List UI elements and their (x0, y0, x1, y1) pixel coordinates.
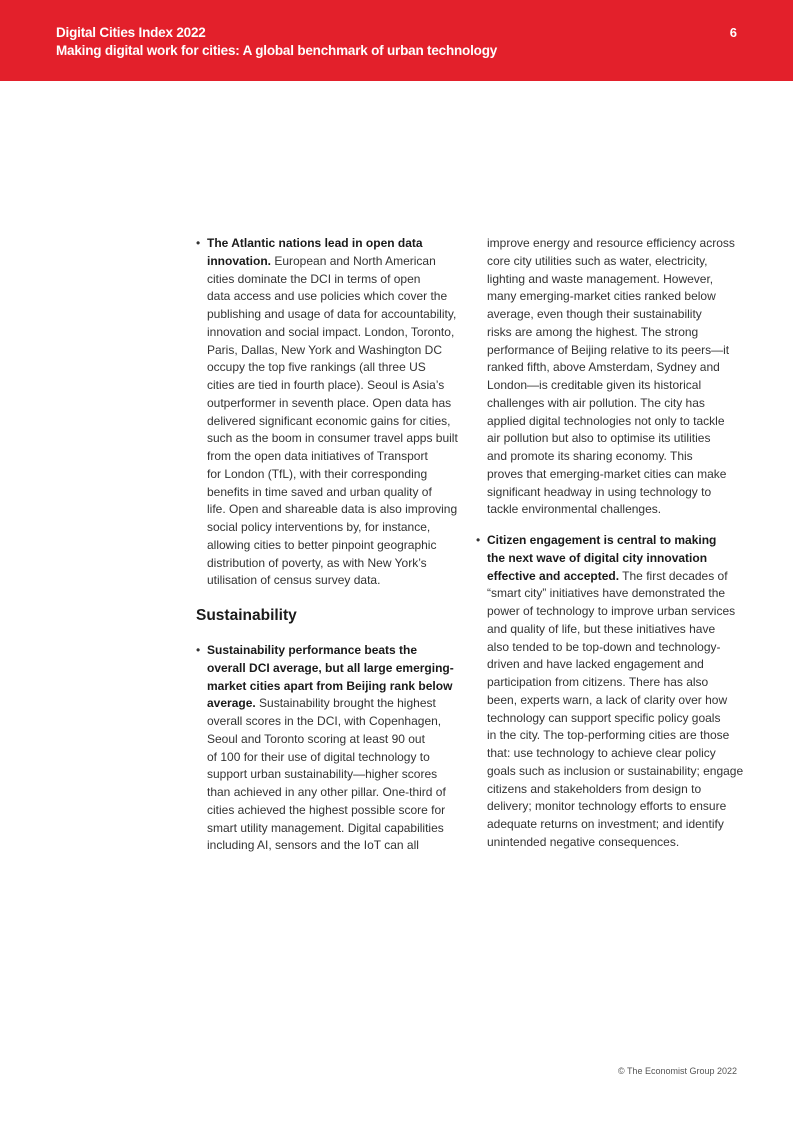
bold-lead-text: Sustainability performance beats the (207, 643, 418, 657)
body-text: power of technology to improve urban services (487, 604, 736, 618)
text-line (487, 550, 746, 568)
body-text: smart utility management. Digital capabilities (207, 820, 444, 835)
body-text: unintended negative consequences. (487, 834, 680, 849)
body-text: “smart city” initiatives have demonstrated the (487, 586, 726, 601)
spacer (476, 519, 746, 532)
body-text: Seoul and Toronto scoring at least 90 out (207, 731, 425, 746)
text-line (207, 324, 466, 342)
text-line (207, 713, 466, 731)
text-line (207, 837, 466, 855)
left-column (196, 235, 466, 855)
text-line: proves that emerging-market cities can make (487, 466, 727, 481)
body-text: goals such as inclusion or sustainability; engage (487, 763, 744, 778)
report-title: Digital Cities Index 2022 (56, 25, 206, 40)
text-line (487, 692, 746, 710)
text-line (207, 413, 466, 431)
text-line (207, 359, 466, 377)
body-text: outperformer in seventh place. Open data has (207, 395, 452, 410)
text-line (207, 695, 466, 713)
body-text: adequate returns on investment; and identify (487, 817, 724, 831)
bold-lead-text: overall DCI average, but all large emerging- (207, 660, 454, 675)
right-column (476, 235, 746, 852)
body-text: cities dominate the DCI in terms of open (207, 271, 421, 286)
bold-lead-text: Citizen engagement is central to making (487, 533, 717, 547)
text-line (207, 342, 466, 360)
body-text: overall scores in the DCI, with Copenhagen, (207, 714, 442, 728)
text-line (487, 727, 746, 745)
text-line: ranked fifth, above Amsterdam, Sydney and (487, 360, 720, 375)
bold-lead-text: market cities apart from Beijing rank below (207, 678, 453, 693)
bold-lead-text: innovation. (207, 253, 271, 268)
text-line: risks are among the highest. The strong (487, 324, 699, 339)
text-line: London—is creditable given its historical (487, 378, 702, 392)
text-line: average, even though their sustainability (487, 307, 702, 321)
text-line (207, 430, 466, 448)
bullet-dot: • (476, 533, 481, 547)
text-line (207, 501, 466, 519)
bold-lead-text: average. (207, 696, 256, 711)
header-banner (0, 0, 793, 81)
text-line: lighting and waste management. However, (487, 271, 714, 286)
text-line (207, 766, 466, 784)
body-text: citizens and stakeholders from design to (487, 781, 702, 796)
text-line: and promote its sharing economy. This (487, 449, 693, 463)
text-line (487, 798, 746, 816)
body-text: publishing and usage of data for accountability, (207, 307, 457, 321)
text-line (207, 271, 466, 289)
report-subtitle: Making digital work for cities: A global benchmark of urban technology (56, 43, 498, 58)
bold-lead-text: The Atlantic nations lead in open data (207, 236, 423, 250)
text-line (207, 678, 466, 696)
text-line (207, 537, 466, 555)
text-line (207, 235, 466, 253)
text-line: tackle environmental challenges. (487, 502, 662, 517)
text-line: challenges with air pollution. The city has (487, 395, 705, 410)
body-text: in the city. The top-performing cities are those (487, 728, 730, 743)
text-line: improve energy and resource efficiency across (487, 236, 735, 250)
text-line (207, 731, 466, 749)
body-text: that: use technology to achieve clear policy (487, 746, 716, 760)
body-text: delivery; monitor technology efforts to ensure (487, 799, 727, 814)
bold-lead-text: effective and accepted. (487, 568, 620, 583)
bullet-open-data (196, 235, 466, 590)
body-text: driven and have lacked engagement and (487, 657, 704, 672)
body-text: cities are tied in fourth place). Seoul is Asia’s (207, 378, 445, 392)
body-text: data access and use policies which cover the (207, 289, 448, 304)
body-text: utilisation of census survey data. (207, 573, 381, 588)
text-line: core city utilities such as water, electricity, (487, 253, 708, 268)
body-text: Paris, Dallas, New York and Washington DC (207, 342, 442, 357)
continuation-paragraph (476, 235, 746, 519)
body-text: The first decades of (619, 568, 728, 583)
text-line (487, 745, 746, 763)
text-line: applied digital technologies not only to tackle (487, 413, 725, 428)
text-line: many emerging-market cities ranked below (487, 289, 716, 304)
footer-copyright: © The Economist Group 2022 (617, 1066, 737, 1076)
text-line (487, 674, 746, 692)
text-line (207, 519, 466, 537)
body-text: innovation and social impact. London, Toronto, (207, 324, 455, 339)
body-text: of 100 for their use of digital technology to (207, 749, 430, 764)
text-line (207, 642, 466, 660)
text-line (207, 484, 466, 502)
body-text: social policy interventions by, for instance, (207, 520, 431, 534)
text-line: significant headway in using technology to (487, 484, 712, 499)
text-line (207, 749, 466, 767)
bullet-sustainability (196, 642, 466, 855)
text-line: performance of Beijing relative to its peers—it (487, 342, 730, 357)
text-line (487, 816, 746, 834)
text-line (487, 568, 746, 586)
body-text: and quality of life, but these initiatives have (487, 621, 716, 636)
text-line (207, 660, 466, 678)
body-text: from the open data initiatives of Transport (207, 449, 428, 463)
bullet-paragraph (207, 235, 466, 590)
text-line: air pollution but also to optimise its utilities (487, 431, 711, 446)
text-line (207, 466, 466, 484)
bullet-dot: • (196, 236, 201, 250)
body-text: technology can support specific policy goals (487, 710, 721, 725)
bullet-paragraph (207, 642, 466, 855)
body-text: cities achieved the highest possible score for (207, 802, 446, 817)
bold-lead-text: the next wave of digital city innovation (487, 550, 708, 565)
text-line (207, 395, 466, 413)
body-text: distribution of poverty, as with New York’s (207, 555, 427, 570)
body-text: delivered significant economic gains for cities, (207, 413, 451, 428)
text-line (207, 448, 466, 466)
body-text: such as the boom in consumer travel apps built (207, 431, 458, 446)
text-line (207, 572, 466, 590)
body-text: for London (TfL), with their corresponding (207, 466, 428, 481)
body-text: allowing cities to better pinpoint geographic (207, 537, 437, 552)
text-line (487, 710, 746, 728)
section-heading-sustainability: Sustainability (196, 607, 297, 624)
paragraph (487, 235, 746, 519)
body-text: occupy the top five rankings (all three US (207, 360, 426, 375)
text-line (487, 781, 746, 799)
body-text: been, experts warn, a lack of clarity over how (487, 692, 728, 707)
bullet-dot: • (196, 643, 201, 657)
bullet-paragraph (487, 532, 746, 852)
text-line (207, 306, 466, 324)
text-line (207, 784, 466, 802)
text-line (487, 834, 746, 852)
text-line (207, 802, 466, 820)
text-line (207, 288, 466, 306)
text-line (207, 253, 466, 271)
text-line (487, 621, 746, 639)
text-line (487, 603, 746, 621)
body-text: life. Open and shareable data is also improving (207, 502, 458, 517)
text-line (487, 656, 746, 674)
text-line (207, 820, 466, 838)
body-text: than achieved in any other pillar. One-third of (207, 785, 446, 799)
body-text: also tended to be top-down and technology- (487, 639, 721, 654)
body-text: European and North American (271, 253, 436, 268)
body-text: benefits in time saved and urban quality of (207, 484, 432, 499)
body-text: support urban sustainability—higher scores (207, 767, 438, 782)
text-line (207, 377, 466, 395)
text-line (487, 532, 746, 550)
body-text: participation from citizens. There has also (487, 675, 709, 689)
text-line (207, 555, 466, 573)
text-line (487, 763, 746, 781)
page-number: 6 (729, 25, 737, 40)
body-text: including AI, sensors and the IoT can all (207, 838, 419, 853)
bullet-citizen-engagement (476, 532, 746, 852)
body-text: Sustainability brought the highest (255, 696, 436, 711)
text-line (487, 639, 746, 657)
text-line (487, 585, 746, 603)
